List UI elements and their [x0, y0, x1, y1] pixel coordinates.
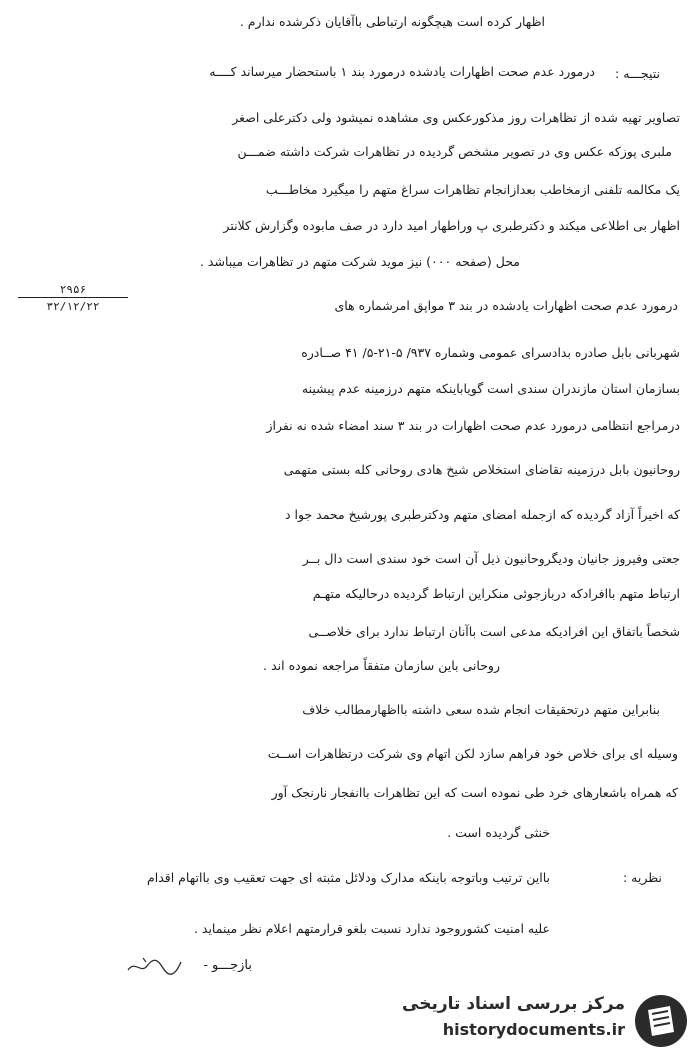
text-line: درمورد عدم صحت اظهارات یادشده درمورد بند ۱ باستحضار میرساند کــــه: [209, 64, 595, 79]
text-line: بسازمان استان مازندران سندی است گویاباینکه متهم درزمینه عدم پیشینه: [301, 381, 680, 396]
reference-block: [18, 283, 128, 313]
text-line: علیه امنیت کشوروجود ندارد نسبت بلغو قرارمتهم اعلام نظر مینماید .: [193, 921, 550, 936]
reference-date: ۳۲/۱۲/۲۲: [46, 300, 100, 313]
text-line: محل (صفحه ۰۰۰) نیز موید شرکت متهم در تظاهرات میباشد .: [199, 254, 520, 269]
text-line: بنابراین متهم درتحقیقات انجام شده سعی داشته بااظهارمطالب خلاف: [302, 702, 660, 717]
archive-logo-icon: [632, 992, 690, 1050]
text-line: جعتی وفیروز جانیان ودیگروحانیون ذیل آن است خود سندی است دال بــر: [302, 551, 680, 566]
text-line: ارتباط متهم باافرادکه دربازجوئی منکراین ارتباط گردیده درحالیکه متهـم: [312, 586, 680, 601]
text-line: روحانیون بابل درزمینه تقاضای استخلاص شیخ هادی روحانی کله بستی متهمی: [283, 462, 680, 477]
text-line: اظهار کرده است هیچگونه ارتباطی باآقایان ذکرشده ندارم .: [239, 14, 545, 29]
text-line: اظهار بی اطلاعی میکند و دکترطبری پ وراطهار امید دارد در صف مابوده وگزارش کلانتر: [223, 218, 680, 233]
text-line: بااین ترتیب وباتوجه باینکه مدارک ودلائل مثبته ای جهت تعقیب وی بااتهام اقدام: [146, 870, 550, 885]
text-line: یک مکالمه تلفنی ازمخاطب بعدازانجام تظاهرات سراغ متهم را میگیرد مخاطـــب: [265, 182, 680, 197]
text-line: شخصاً باتفاق این افرادیکه مدعی است باآنان ارتباط ندارد برای خلاصــی: [308, 624, 680, 639]
watermark-site: historydocuments.ir: [442, 1020, 625, 1039]
text-line: وسیله ای برای خلاص خود فراهم سازد لکن اتهام وی شرکت درتظاهرات اســت: [267, 746, 678, 761]
handwritten-signature-icon: [125, 954, 185, 978]
watermark: [402, 990, 700, 1056]
text-line: روحانی باین سازمان متفقاً مراجعه نموده اند .: [263, 658, 500, 673]
text-line: درمورد عدم صحت اظهارات یادشده در بند ۳ مواپق امرشماره های: [334, 298, 678, 313]
text-line: خنثی گردیده است .: [447, 825, 550, 840]
text-line: که همراه باشعارهای خرد طی نموده است که این تظاهرات باانفجار نارنجک آور: [271, 785, 678, 800]
text-line: که اخیراً آزاد گردیده که ازجمله امضای متهم ودکترطبری پورشیخ محمد جوا د: [284, 507, 680, 522]
conclusion-label: نتیجـــه :: [615, 66, 660, 81]
opinion-label: نظریه :: [623, 870, 662, 885]
watermark-title: مرکز بررسی اسناد تاریخی: [402, 994, 625, 1014]
interrogator-signature-label: بازجـــو -: [203, 958, 252, 973]
reference-number: ۲۹۵۶: [18, 283, 128, 298]
text-line: ملبری پوزکه عکس وی در تصویر مشخص گردیده در تظاهرات شرکت داشته ضمـــن: [237, 144, 672, 159]
text-line: تصاویر تهیه شده از تظاهرات روز مذکورعکس وی مشاهده نمیشود ولی دکترعلی اصغر: [232, 110, 680, 125]
text-line: شهربانی بابل صادره بدادسرای عمومی وشماره ۹۳۷/ ۵-۲۱-۵/ ۴۱ صــادره: [301, 345, 680, 360]
text-line: درمراجع انتظامی درمورد عدم صحت اظهارات در بند ۳ سند امضاء شده نه نفراز: [266, 418, 680, 433]
